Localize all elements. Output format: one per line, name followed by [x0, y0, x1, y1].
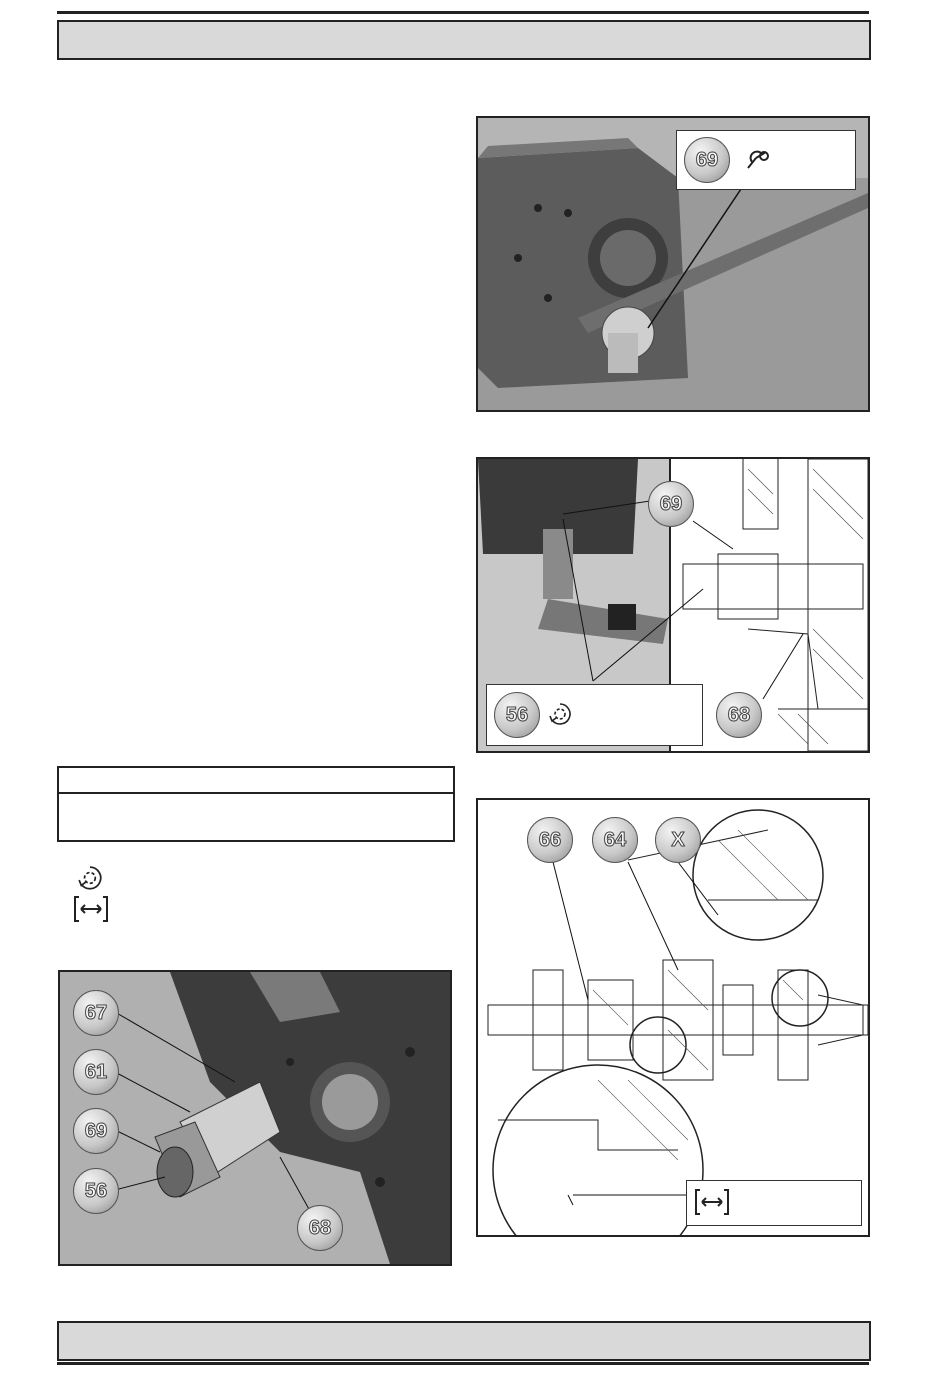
photo-torque-section: [476, 457, 870, 753]
callout-67: 67: [73, 990, 119, 1036]
top-rule: [57, 11, 869, 14]
callout-68: 68: [716, 692, 762, 738]
rotate-gear-icon: [548, 702, 574, 728]
callout-68: 68: [297, 1205, 343, 1251]
callout-56: 56: [73, 1168, 119, 1214]
callout-69: 69: [648, 481, 694, 527]
measure-gap-icon: [694, 1188, 730, 1216]
footer-banner: [57, 1321, 871, 1361]
photo-bearing-assembly: [58, 970, 452, 1266]
header-banner: [57, 20, 871, 60]
photo-gearbox-bar: [476, 116, 870, 412]
callout-x: X: [655, 817, 701, 863]
measure-gap-icon: [73, 895, 109, 923]
callout-69: 69: [73, 1108, 119, 1154]
note-body: [59, 794, 453, 806]
wrench-pliers-icon: [742, 148, 772, 172]
callout-56: 56: [494, 692, 540, 738]
drawing-shaft-section: [476, 798, 870, 1237]
rotate-gear-icon: [77, 865, 105, 893]
callout-64: 64: [592, 817, 638, 863]
note-box: [57, 766, 455, 842]
callout-66: 66: [527, 817, 573, 863]
callout-69: 69: [684, 137, 730, 183]
bottom-rule: [57, 1362, 869, 1365]
note-heading: [59, 768, 453, 794]
callout-61: 61: [73, 1049, 119, 1095]
